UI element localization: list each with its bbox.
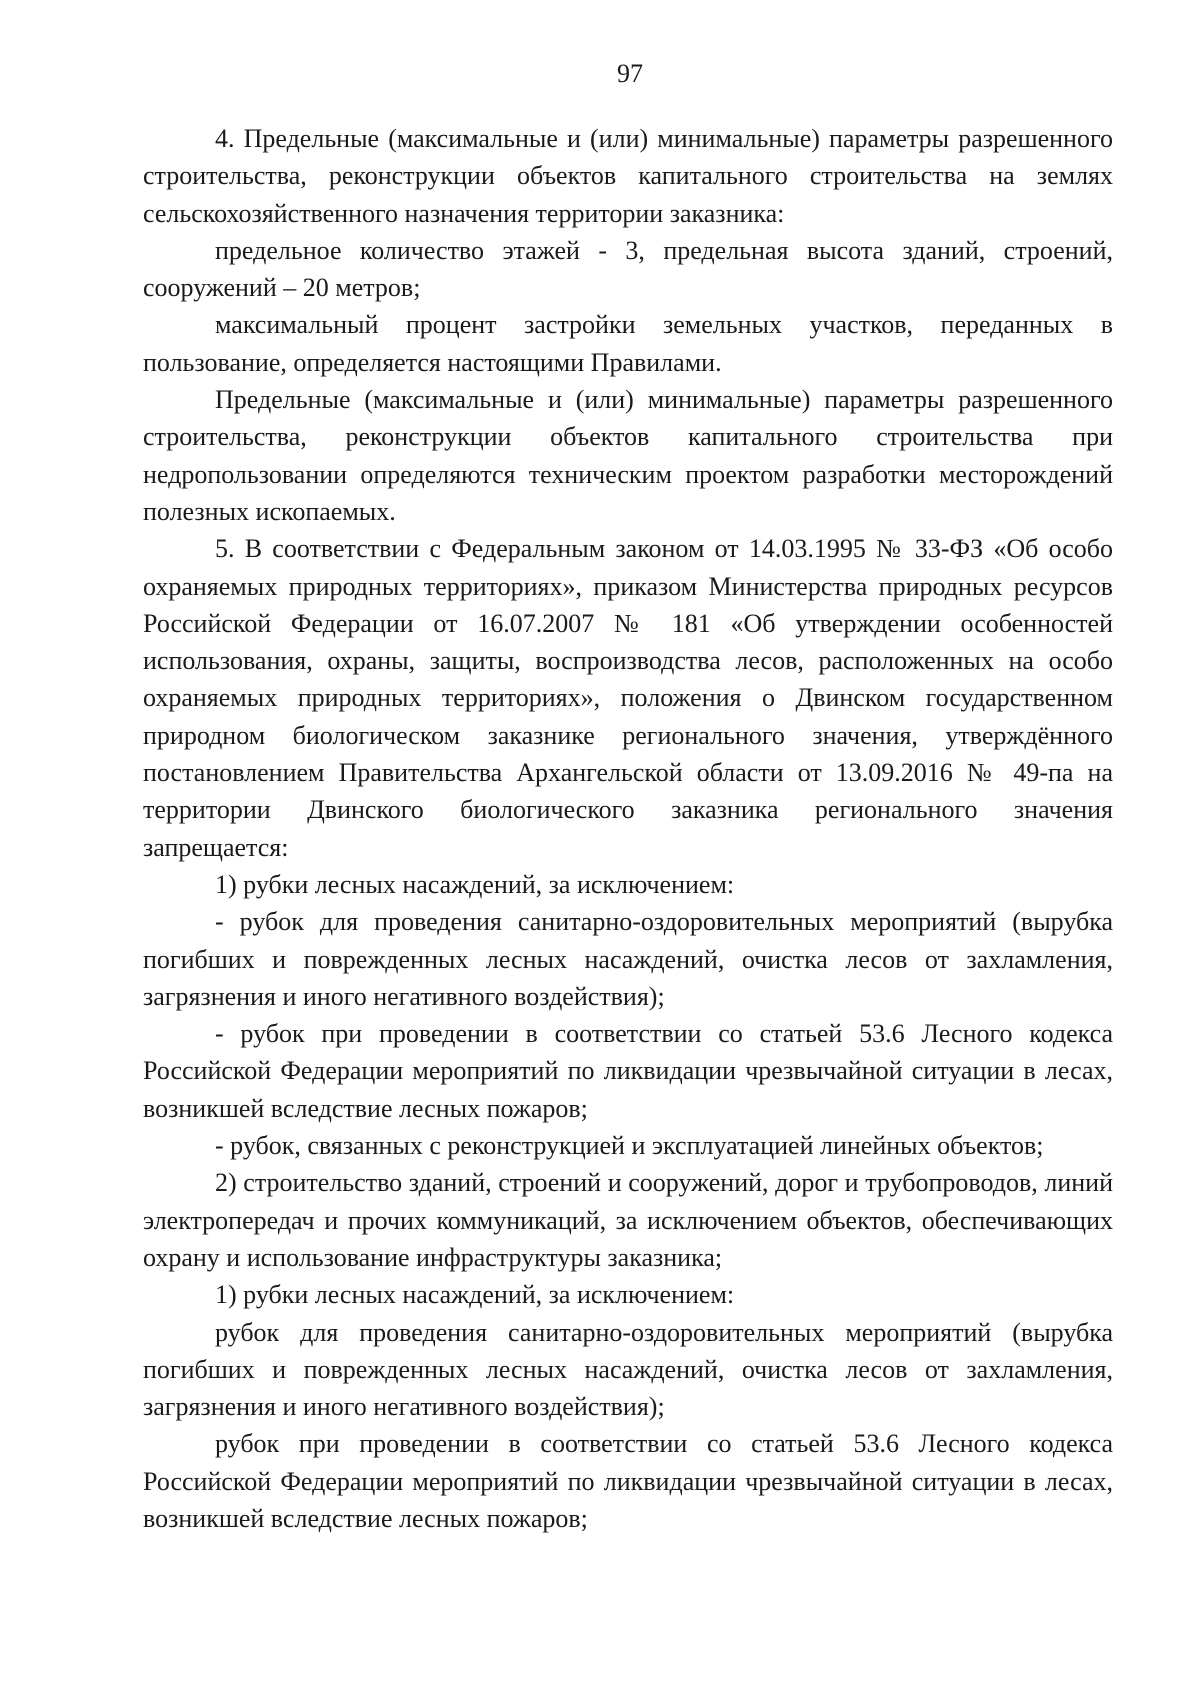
- paragraph-subitem-2: 2) строительство зданий, строений и сооружений, дорог и трубопроводов, линий электропередач и прочих коммуникаций, за исключением объектов, обеспечивающих охрану и использование инфраструктуры заказника;: [143, 1168, 1113, 1272]
- document-body: [143, 120, 1113, 1537]
- paragraph-linear-objects-felling: - рубок, связанных с реконструкцией и эксплуатацией линейных объектов;: [215, 1131, 1044, 1161]
- paragraph-emergency-felling-repeat: рубок при проведении в соответствии со статьей 53.6 Лесного кодекса Российской Федерации мероприятий по ликвидации чрезвычайной ситуации в лесах, возникшей вследствие лесных пожаров;: [143, 1429, 1113, 1533]
- paragraph-subsoil-use: Предельные (максимальные и (или) минимальные) параметры разрешенного строительства, реконструкции объектов капитального строительства при недропользовании определяются техническим проектом разработки месторождений полезных ископаемых.: [143, 385, 1113, 526]
- paragraph-floors-limit: предельное количество этажей - 3, предельная высота зданий, строений, сооружений – 20 метров;: [143, 235, 1113, 303]
- paragraph-emergency-felling: - рубок при проведении в соответствии со статьей 53.6 Лесного кодекса Российской Федерации мероприятий по ликвидации чрезвычайной ситуации в лесах, возникшей вследствие лесных пожаров;: [143, 1019, 1113, 1123]
- page-number: 97: [617, 59, 643, 88]
- paragraph-sanitary-felling: - рубок для проведения санитарно-оздоровительных мероприятий (вырубка погибших и поврежденных лесных насаждений, очистка лесов от захламления, загрязнения и иного негативного воздействия);: [143, 907, 1113, 1011]
- paragraph-item-5: 5. В соответствии с Федеральным законом от 14.03.1995 № 33-ФЗ «Об особо охраняемых природных территориях», приказом Министерства природных ресурсов Российской Федерации от 16.07.2007 № 181 «Об утверждении особенностей использования, охраны, защиты, воспроизводства лесов, расположенных на особо охраняемых природных территориях», положения о Двинском государственном природном биологическом заказнике регионального значения, утверждённого постановлением Правительства Архангельской области от 13.09.2016 № 49-па на территории Двинского биологического заказника регионального значения запрещается:: [143, 534, 1113, 862]
- paragraph-sanitary-felling-repeat: рубок для проведения санитарно-оздоровительных мероприятий (вырубка погибших и поврежденных лесных насаждений, очистка лесов от захламления, загрязнения и иного негативного воздействия);: [143, 1317, 1113, 1422]
- paragraph-subitem-1-repeat: 1) рубки лесных насаждений, за исключением:: [215, 1280, 735, 1310]
- paragraph-subitem-1: 1) рубки лесных насаждений, за исключением:: [215, 869, 735, 899]
- paragraph-building-percentage: максимальный процент застройки земельных участков, переданных в пользование, определяется настоящими Правилами.: [143, 310, 1113, 377]
- paragraph-item-4: 4. Предельные (максимальные и (или) минимальные) параметры разрешенного строительства, реконструкции объектов капитального строительства на землях сельскохозяйственного назначения территории заказника:: [143, 124, 1113, 228]
